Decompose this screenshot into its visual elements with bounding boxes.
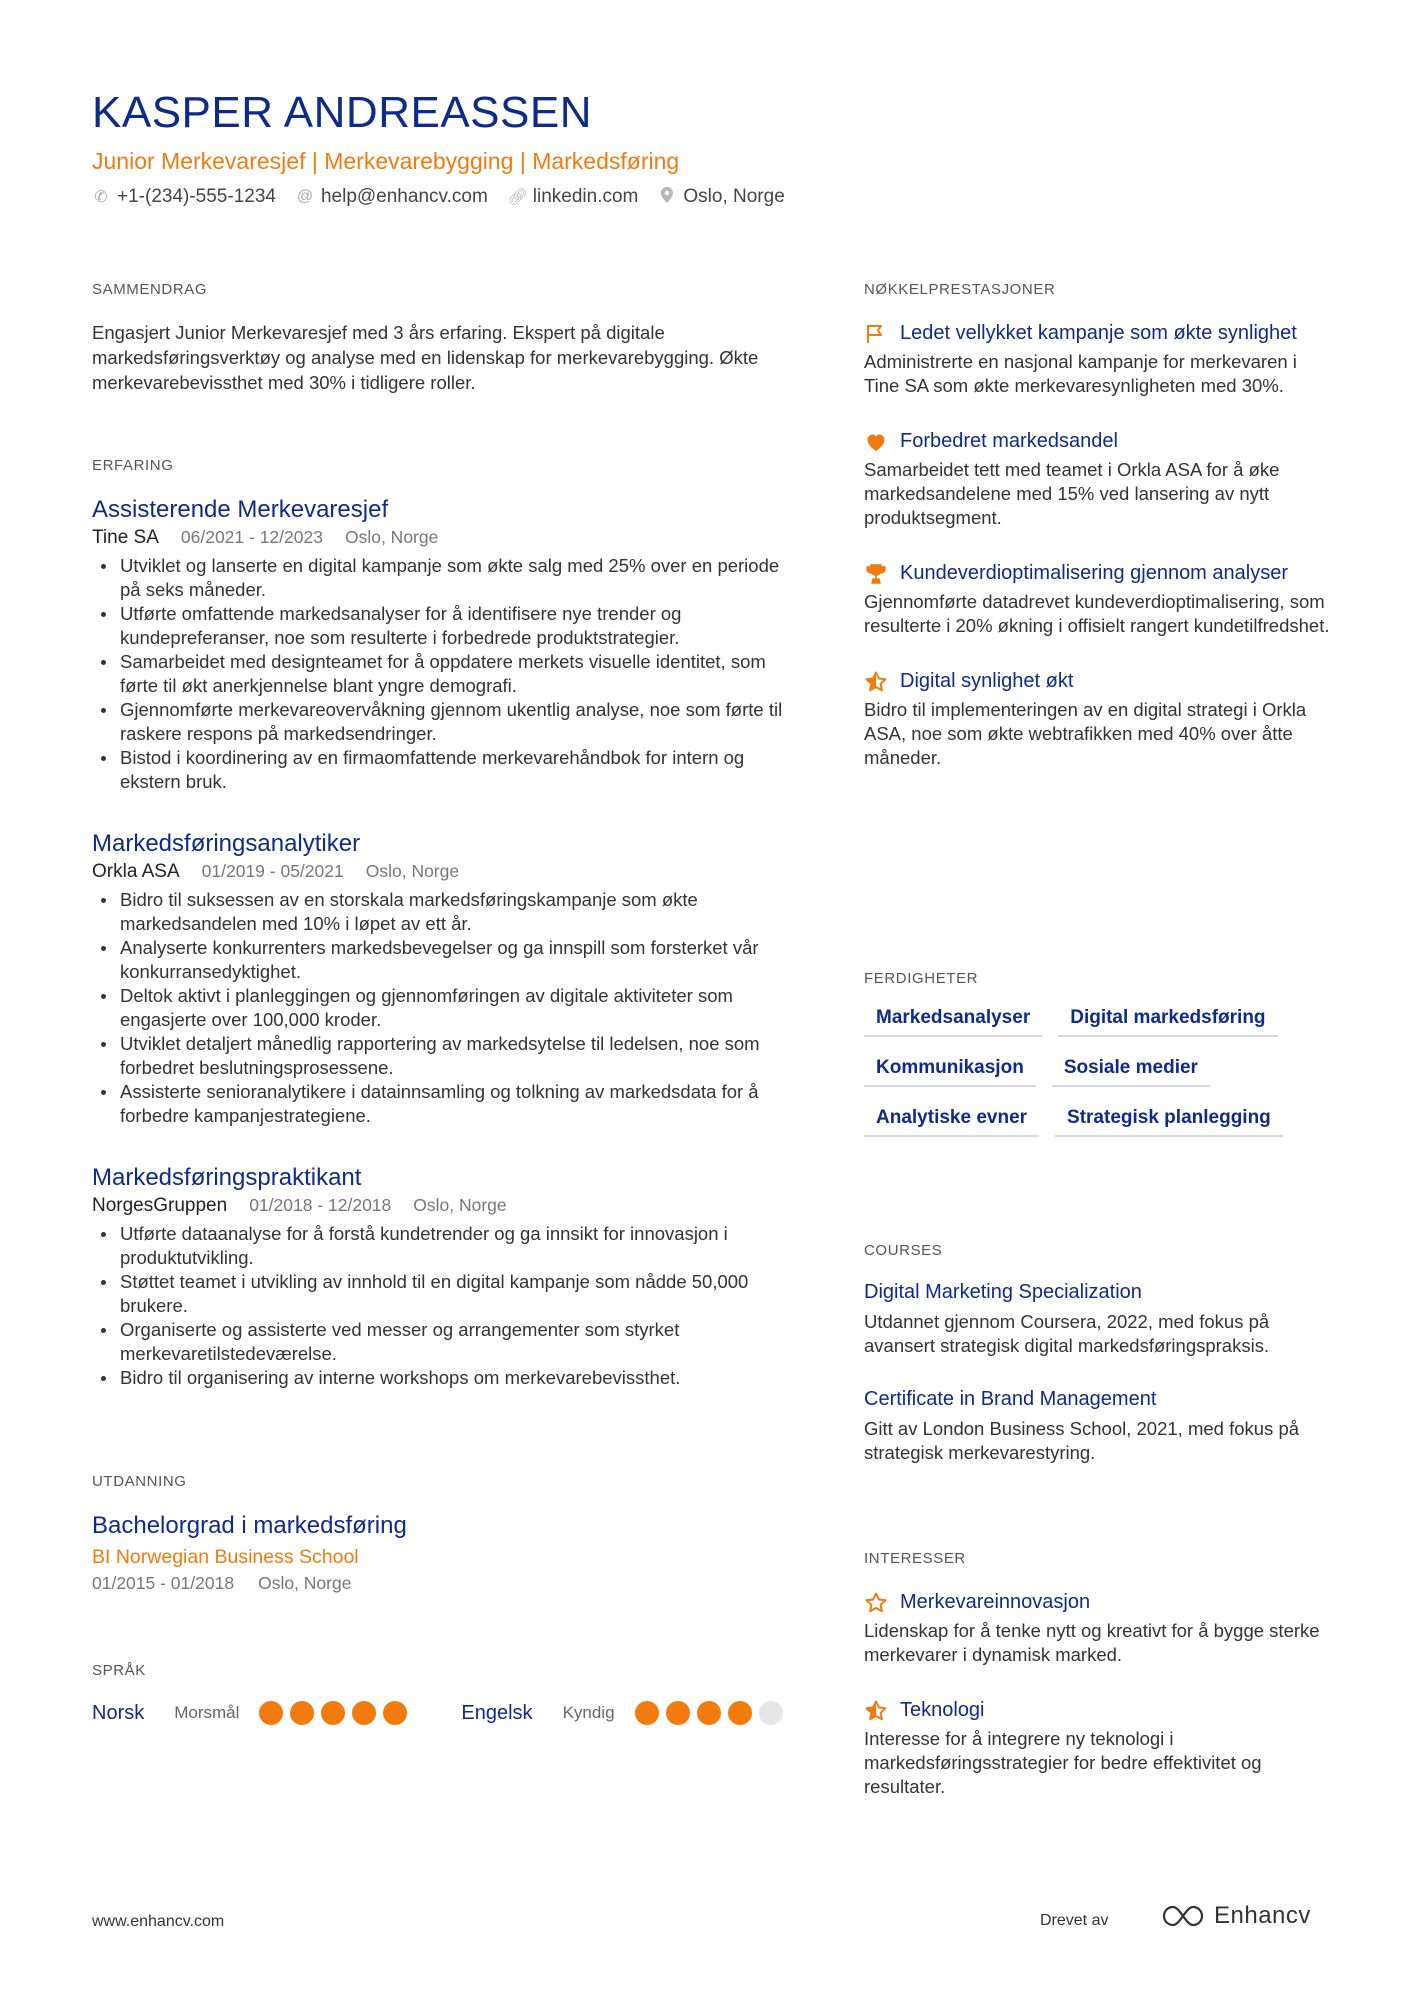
job-bullet: Støttet teamet i utvikling av innhold til en digital kampanje som nådde 50,000 brukere. xyxy=(92,1270,792,1318)
job-bullets xyxy=(92,1222,792,1390)
education-heading: UTDANNING xyxy=(92,1473,187,1490)
rating-dot-filled xyxy=(321,1701,345,1725)
course-desc: Utdannet gjennom Coursera, 2022, med fokus på avansert strategisk digital markedsføringspraksis. xyxy=(864,1311,1270,1356)
courses-section xyxy=(864,1242,1334,1465)
job-bullets xyxy=(92,554,792,794)
course-desc: Gitt av London Business School, 2021, med fokus på strategisk merkevarestyring. xyxy=(864,1418,1300,1463)
rating-dot-filled xyxy=(728,1701,752,1725)
achievement-head xyxy=(864,668,1334,694)
edu-meta xyxy=(92,1573,792,1594)
languages-heading: SPRÅK xyxy=(92,1662,146,1679)
job-meta xyxy=(92,861,792,883)
footer-brand-name: Enhancv xyxy=(1214,1902,1311,1929)
interest-title: Merkevareinnovasjon xyxy=(900,1591,1091,1613)
star-outline-icon xyxy=(864,1591,888,1615)
achievement-title: Kundeverdioptimalisering gjennom analyser xyxy=(900,562,1288,584)
job-bullet: Samarbeidet med designteamet for å oppdatere merkets visuelle identitet, som førte til økt anerkjennelse blant yngre demografi. xyxy=(92,650,792,698)
language-rating xyxy=(259,1701,407,1725)
flag-icon xyxy=(864,322,888,346)
interest-head xyxy=(864,1697,1334,1723)
location-pin-icon xyxy=(658,187,676,208)
achievements-heading: NØKKELPRESTASJONER xyxy=(864,281,1056,298)
courses-heading: COURSES xyxy=(864,1242,943,1259)
contact-bar xyxy=(92,186,785,208)
course-item xyxy=(864,1281,1334,1358)
job-bullet: Gjennomførte merkevareovervåkning gjennom ukentlig analyse, noe som førte til raskere respons på markedsendringer. xyxy=(92,698,792,746)
headline: Junior Merkevaresjef | Merkevarebygging | Markedsføring xyxy=(92,148,680,174)
language-level: Morsmål xyxy=(174,1703,240,1722)
language-level: Kyndig xyxy=(562,1703,615,1722)
interest-desc: Lidenskap for å tenke nytt og kreativt for å bygge sterke merkevarer i dynamisk marked. xyxy=(864,1620,1320,1665)
phone-icon: ✆ xyxy=(94,189,108,206)
contact-linkedin-text: linkedin.com xyxy=(532,186,639,207)
job-bullet: Utførte dataanalyse for å forstå kundetrender og ga innsikt for innovasjon i produktutvikling. xyxy=(92,1222,792,1270)
job-dates: 06/2021 - 12/2023 xyxy=(180,527,323,547)
star-half-icon xyxy=(864,1699,888,1723)
summary-heading: SAMMENDRAG xyxy=(92,281,208,298)
achievement-head xyxy=(864,428,1334,454)
job-bullet: Utviklet og lanserte en digital kampanje som økte salg med 25% over en periode på seks måneder. xyxy=(92,554,792,602)
achievement-head xyxy=(864,560,1334,586)
rating-dot-empty xyxy=(759,1701,783,1725)
heart-icon xyxy=(864,430,888,454)
language-item xyxy=(461,1701,782,1725)
education-section xyxy=(92,1473,792,1594)
language-list xyxy=(92,1701,792,1725)
interest-head xyxy=(864,1589,1334,1615)
job-title: Assisterende Merkevaresjef xyxy=(92,496,389,523)
achievement-head xyxy=(864,320,1334,346)
rating-dot-filled xyxy=(259,1701,283,1725)
edu-dates: 01/2015 - 01/2018 xyxy=(92,1573,235,1593)
summary-text: Engasjert Junior Merkevaresjef med 3 års erfaring. Ekspert på digitale markedsføringsverktøy og analyse med en lidenskap for merkevarebygging. Økte merkevarebevissthet med 30% i tidligere roller. xyxy=(92,322,759,393)
achievement-desc: Gjennomførte datadrevet kundeverdioptimalisering, som resulterte i 20% økning i offisielt rangert kundetilfredshet. xyxy=(864,591,1330,636)
interest-item xyxy=(864,1697,1334,1799)
contact-email[interactable] xyxy=(296,186,488,208)
footer-powered-by: Drevet av xyxy=(1040,1912,1109,1929)
rating-dot-filled xyxy=(383,1701,407,1725)
trophy-icon xyxy=(864,562,888,586)
footer-brand[interactable] xyxy=(1160,1902,1311,1930)
job-location: Oslo, Norge xyxy=(365,861,460,881)
achievement-title: Digital synlighet økt xyxy=(900,670,1074,692)
job-bullet: Assisterte senioranalytikere i datainnsamling og tolkning av markedsdata for å forbedre kampanjestrategiene. xyxy=(92,1080,792,1128)
interest-title: Teknologi xyxy=(900,1699,985,1721)
course-title: Certificate in Brand Management xyxy=(864,1388,1157,1410)
job-bullet: Utførte omfattende markedsanalyser for å identifisere nye trender og kundepreferanser, noe som resulterte i forbedrede produktstrategier. xyxy=(92,602,792,650)
experience-section xyxy=(92,457,792,1390)
enhancv-logo-icon xyxy=(1160,1903,1206,1929)
skill-tag: Analytiske evner xyxy=(864,1107,1039,1137)
job-location: Oslo, Norge xyxy=(344,527,439,547)
at-icon: @ xyxy=(296,188,314,205)
job-bullets xyxy=(92,888,792,1128)
skills-section xyxy=(864,970,1334,1137)
language-name: Engelsk xyxy=(461,1701,533,1724)
star-half-icon xyxy=(864,670,888,694)
footer-url[interactable]: www.enhancv.com xyxy=(92,1913,225,1930)
job-bullet: Organiserte og assisterte ved messer og arrangementer som styrket merkevaretilstedeværelse. xyxy=(92,1318,792,1366)
languages-section xyxy=(92,1662,792,1725)
achievement-item xyxy=(864,428,1334,530)
achievement-title: Forbedret markedsandel xyxy=(900,430,1118,452)
rating-dot-filled xyxy=(290,1701,314,1725)
job-meta xyxy=(92,527,792,549)
job-meta xyxy=(92,1195,792,1217)
achievement-title: Ledet vellykket kampanje som økte synlighet xyxy=(900,322,1297,344)
job-entry xyxy=(92,830,792,1128)
job-bullet: Utviklet detaljert månedlig rapportering av markedsytelse til ledelsen, noe som forbedret beslutningsprosessene. xyxy=(92,1032,792,1080)
contact-linkedin[interactable] xyxy=(508,186,639,208)
job-location: Oslo, Norge xyxy=(413,1195,507,1215)
interest-desc: Interesse for å integrere ny teknologi i markedsføringsstrategier for bedre effektivitet og resultater. xyxy=(864,1728,1262,1797)
achievements-section xyxy=(864,281,1334,770)
course-title: Digital Marketing Specialization xyxy=(864,1281,1142,1303)
contact-phone-text: +1-(234)-555-1234 xyxy=(117,186,276,207)
interests-heading: INTERESSER xyxy=(864,1550,966,1567)
achievement-item xyxy=(864,560,1334,638)
job-bullet: Bidro til organisering av interne workshops om merkevarebevissthet. xyxy=(92,1366,792,1390)
skill-tag: Sosiale medier xyxy=(1052,1057,1210,1087)
interest-item xyxy=(864,1589,1334,1667)
rating-dot-filled xyxy=(697,1701,721,1725)
skill-tag: Markedsanalyser xyxy=(864,1007,1042,1037)
edu-location: Oslo, Norge xyxy=(258,1573,352,1593)
edu-school: BI Norwegian Business School xyxy=(92,1546,359,1568)
skills-heading: FERDIGHETER xyxy=(864,970,979,987)
candidate-name: KASPER ANDREASSEN xyxy=(92,88,592,137)
achievement-item xyxy=(864,320,1334,398)
job-company: Tine SA xyxy=(92,527,159,548)
course-item xyxy=(864,1388,1334,1465)
job-dates: 01/2018 - 12/2018 xyxy=(249,1195,392,1215)
job-bullet: Analyserte konkurrenters markedsbevegelser og ga innspill som forsterket vår konkurransedyktighet. xyxy=(92,936,792,984)
skill-tag: Digital markedsføring xyxy=(1058,1007,1277,1037)
edu-degree: Bachelorgrad i markedsføring xyxy=(92,1512,407,1539)
achievement-item xyxy=(864,668,1334,770)
summary-section xyxy=(92,281,792,395)
job-bullet: Deltok aktivt i planleggingen og gjennomføringen av digitale aktiviteter som engasjerte over 100,000 kroder. xyxy=(92,984,792,1032)
contact-location xyxy=(658,186,784,208)
job-title: Markedsføringsanalytiker xyxy=(92,830,361,857)
achievement-desc: Bidro til implementeringen av en digital strategi i Orkla ASA, noe som økte webtrafikken med 40% over åtte måneder. xyxy=(864,699,1307,768)
language-rating xyxy=(635,1701,783,1725)
rating-dot-filled xyxy=(666,1701,690,1725)
experience-heading: ERFARING xyxy=(92,457,174,474)
skill-tag: Kommunikasjon xyxy=(864,1057,1036,1087)
language-name: Norsk xyxy=(92,1701,145,1724)
job-entry xyxy=(92,1164,792,1390)
skill-list xyxy=(864,1007,1334,1137)
job-title: Markedsføringspraktikant xyxy=(92,1164,362,1191)
contact-phone[interactable] xyxy=(92,186,276,208)
job-dates: 01/2019 - 05/2021 xyxy=(201,861,344,881)
contact-location-text: Oslo, Norge xyxy=(683,186,785,207)
job-entry xyxy=(92,496,792,794)
skill-tag: Strategisk planlegging xyxy=(1055,1107,1283,1137)
language-item xyxy=(92,1701,407,1725)
interests-section xyxy=(864,1550,1334,1799)
rating-dot-filled xyxy=(352,1701,376,1725)
link-icon: 🔗︎ xyxy=(507,189,529,206)
achievement-desc: Samarbeidet tett med teamet i Orkla ASA for å øke markedsandelene med 15% ved lansering av nytt produktsegment. xyxy=(864,459,1280,528)
contact-email-text: help@enhancv.com xyxy=(320,186,488,207)
job-bullet: Bistod i koordinering av en firmaomfattende merkevarehåndbok for intern og ekstern bruk. xyxy=(92,746,792,794)
job-company: Orkla ASA xyxy=(92,861,180,882)
job-bullet: Bidro til suksessen av en storskala markedsføringskampanje som økte markedsandelen med 10% i løpet av ett år. xyxy=(92,888,792,936)
rating-dot-filled xyxy=(635,1701,659,1725)
job-company: NorgesGruppen xyxy=(92,1195,228,1216)
achievement-desc: Administrerte en nasjonal kampanje for merkevaren i Tine SA som økte merkevaresynligheten med 30%. xyxy=(864,351,1297,396)
